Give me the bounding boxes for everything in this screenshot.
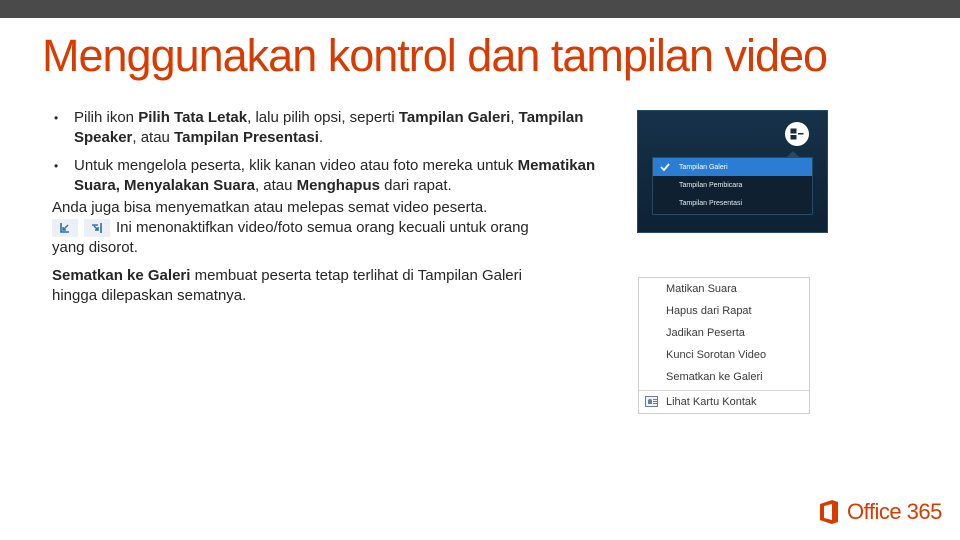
icons-description: Ini menonaktifkan video/foto semua orang kecuali untuk orang bbox=[116, 219, 529, 236]
bullet-text: Pilih ikon bbox=[74, 109, 139, 126]
pin-icon[interactable] bbox=[52, 219, 78, 237]
layout-option-label: Tampilan Pembicara bbox=[679, 181, 743, 189]
top-bar bbox=[0, 0, 960, 18]
bullet-dot: • bbox=[54, 111, 59, 125]
layout-button[interactable] bbox=[785, 122, 809, 146]
menu-item-make-attendee[interactable]: Jadikan Peserta bbox=[666, 327, 745, 339]
bullet-participants bbox=[52, 156, 597, 196]
participant-context-menu bbox=[638, 277, 810, 414]
bullet-bold: Tampilan Galeri bbox=[398, 109, 511, 126]
bullet-text: , atau bbox=[132, 129, 175, 146]
office-logo bbox=[818, 499, 942, 525]
layout-option-gallery[interactable] bbox=[653, 158, 812, 176]
bullet-text: Untuk mengelola peserta, klik kanan video atau foto mereka untuk bbox=[74, 157, 518, 174]
bullet-bold: Pilih Tata Letak bbox=[138, 109, 248, 126]
bullet-bold: Tampilan Speaker bbox=[74, 109, 584, 146]
pin-gallery-paragraph bbox=[52, 266, 597, 286]
menu-item-label: Lihat Kartu Kontak bbox=[666, 396, 757, 408]
check-icon bbox=[659, 161, 671, 173]
bullet-text: . bbox=[318, 129, 324, 146]
office-logo-icon bbox=[818, 499, 840, 525]
unpin-icon[interactable] bbox=[84, 219, 110, 237]
layout-icon bbox=[790, 128, 804, 140]
bullet-layout bbox=[52, 108, 597, 148]
layout-option-label: Tampilan Presentasi bbox=[679, 199, 743, 207]
contact-card-icon bbox=[645, 396, 658, 407]
layout-option-presentation[interactable] bbox=[653, 194, 812, 212]
slide-title: Menggunakan kontrol dan tampilan video bbox=[42, 30, 828, 81]
layout-option-speaker[interactable] bbox=[653, 176, 812, 194]
pin-icons-row bbox=[52, 218, 597, 238]
menu-item-mute[interactable]: Matikan Suara bbox=[666, 283, 737, 295]
menu-item-lock-spotlight[interactable]: Kunci Sorotan Video bbox=[666, 349, 767, 361]
menu-item-pin-gallery[interactable]: Sematkan ke Galeri bbox=[666, 371, 763, 383]
bullet-text: dari rapat. bbox=[379, 177, 452, 194]
slide-body bbox=[52, 108, 597, 306]
pin-gallery-bold: Sematkan ke Galeri bbox=[52, 267, 191, 284]
pin-gallery-text-cont: hingga dilepaskan sematnya. bbox=[52, 287, 247, 304]
icons-description-cont: yang disorot. bbox=[52, 239, 138, 256]
bullet-text: , lalu pilih opsi, seperti bbox=[247, 109, 399, 126]
pin-paragraph: Anda juga bisa menyematkan atau melepas semat video peserta. bbox=[52, 199, 488, 216]
bullet-text: , bbox=[510, 109, 519, 126]
layout-screenshot bbox=[637, 110, 828, 233]
bullet-bold: Tampilan Presentasi bbox=[174, 129, 319, 146]
layout-menu bbox=[652, 157, 813, 215]
logo-text: Office 365 bbox=[847, 499, 942, 524]
bullet-text: , atau bbox=[254, 177, 297, 194]
menu-item-contact-card[interactable] bbox=[639, 391, 809, 413]
menu-item-remove[interactable]: Hapus dari Rapat bbox=[666, 305, 752, 317]
layout-option-label: Tampilan Galeri bbox=[679, 163, 728, 171]
bullet-bold: Mematikan Suara, Menyalakan Suara bbox=[74, 157, 596, 194]
bullet-dot: • bbox=[54, 159, 59, 173]
bullet-bold: Menghapus bbox=[296, 177, 380, 194]
pin-gallery-text: membuat peserta tetap terlihat di Tampilan Galeri bbox=[190, 267, 522, 284]
